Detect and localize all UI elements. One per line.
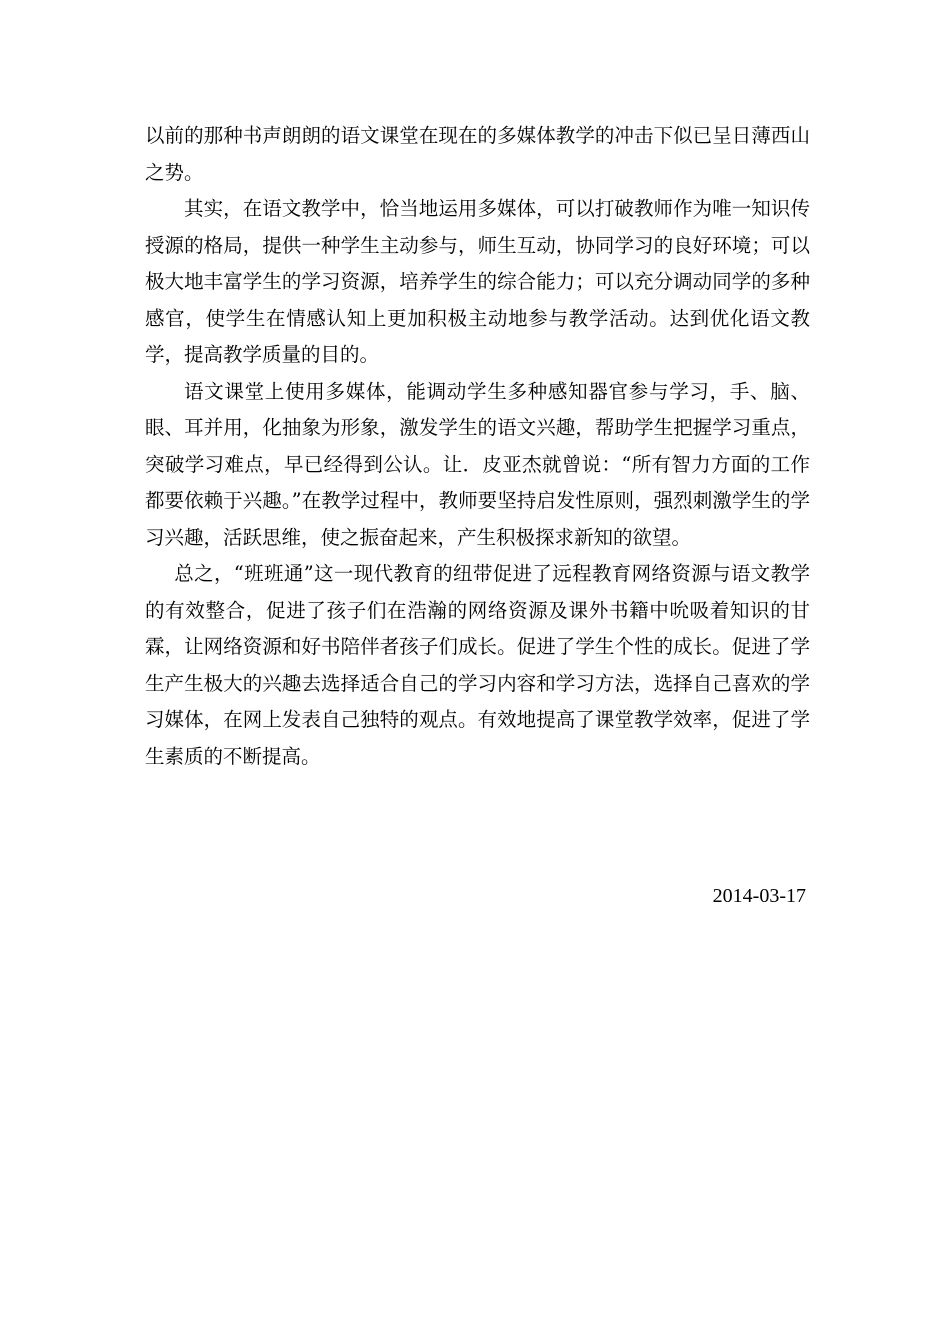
paragraph-2: 其实，在语文教学中，恰当地运用多媒体，可以打破教师作为唯一知识传授源的格局，提供一种学生主动参与，师生互动，协同学习的良好环境；可以极大地丰富学生的学习资源，培养学生的综合能力；可以充分调动同学的多种感官，使学生在情感认知上更加积极主动地参与教学活动。达到优化语文教学，提高教学质量的目的。: [145, 197, 810, 366]
paragraph-3: 语文课堂上使用多媒体，能调动学生多种感知器官参与学习，手、脑、眼、耳并用，化抽象为形象，激发学生的语文兴趣，帮助学生把握学习重点，突破学习难点，早已经得到公认。让．皮亚杰就曾说：“所有智力方面的工作都要依赖于兴趣。”在教学过程中，教师要坚持启发性原则，强烈刺激学生的学习兴趣，活跃思维，使之振奋起来，产生积极探求新知的欲望。: [145, 379, 810, 549]
paragraph-4: 总之，“班班通”这一现代教育的纽带促进了远程教育网络资源与语文教学的有效整合，促进了孩子们在浩瀚的网络资源及课外书籍中吮吸着知识的甘霖，让网络资源和好书陪伴者孩子们成长。促进了学生个性的成长。促进了学生产生极大的兴趣去选择适合自己的学习内容和学习方法，选择自己喜欢的学习媒体，在网上发表自己独特的观点。有效地提高了课堂教学效率，促进了学生素质的不断提高。: [145, 562, 810, 768]
document-body: [145, 118, 810, 775]
paragraph-1: 以前的那种书声朗朗的语文课堂在现在的多媒体教学的冲击下似已呈日薄西山之势。: [145, 124, 810, 184]
document-date: 2014-03-17: [712, 885, 806, 907]
